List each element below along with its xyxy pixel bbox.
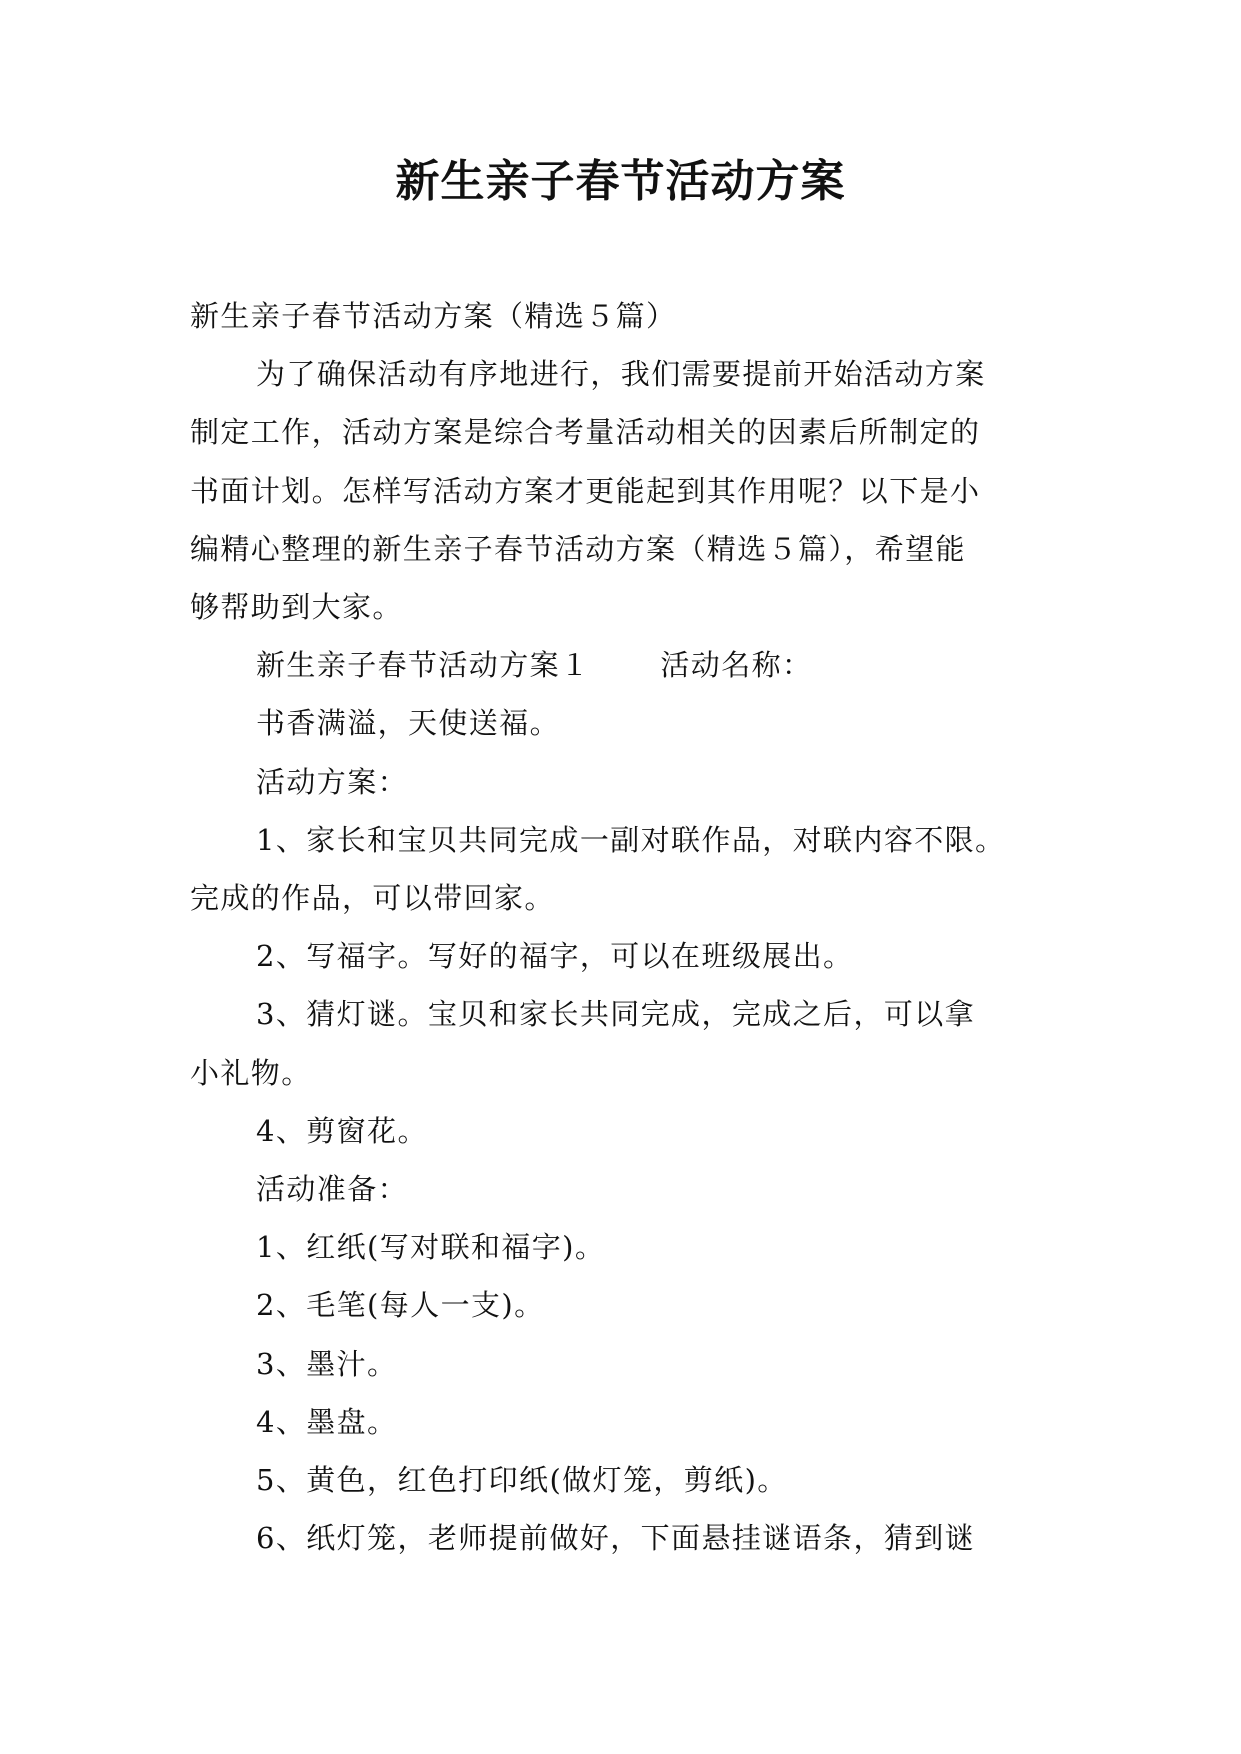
prep-item: 3、墨汁。 — [256, 1346, 398, 1381]
intro-line: 够帮助到大家。 — [190, 590, 403, 625]
prep-item: 1、红纸(写对联和福字)。 — [256, 1230, 606, 1265]
intro-line: 编精心整理的新生亲子春节活动方案（精选５篇），希望能 — [190, 531, 966, 566]
plan-item-line: 1、家长和宝贝共同完成一副对联作品，对联内容不限。 — [256, 822, 1006, 857]
plan-item-line: 完成的作品，可以带回家。 — [190, 881, 555, 916]
plan-item — [190, 927, 1070, 985]
intro-line: 为了确保活动有序地进行，我们需要提前开始活动方案 — [256, 357, 986, 392]
document-subtitle: 新生亲子春节活动方案（精选５篇） — [190, 299, 677, 333]
plan-label: 活动方案： — [256, 764, 409, 799]
prep-item: 2、毛笔(每人一支)。 — [256, 1288, 545, 1323]
intro-line: 制定工作，活动方案是综合考量活动相关的因素后所制定的 — [190, 415, 981, 450]
plan-item-line: 3、猜灯谜。宝贝和家长共同完成，完成之后，可以拿 — [256, 997, 976, 1032]
plan-item — [190, 1102, 1070, 1160]
document-body — [190, 287, 1070, 1567]
plan-item — [190, 985, 1070, 1101]
intro-line: 书面计划。怎样写活动方案才更能起到其作用呢？以下是小 — [190, 473, 981, 508]
prep-item: 6、纸灯笼，老师提前做好，下面悬挂谜语条，猜到谜 — [256, 1521, 976, 1556]
document-title: 新生亲子春节活动方案 — [395, 156, 846, 207]
prep-item: 4、墨盘。 — [256, 1404, 398, 1439]
plan-item-line: 4、剪窗花。 — [256, 1113, 428, 1148]
plan-item — [190, 811, 1070, 927]
activity-name-label: 活动名称： — [660, 648, 813, 683]
activity-name-value: 书香满溢，天使送福。 — [256, 706, 561, 741]
prep-label: 活动准备： — [256, 1172, 409, 1207]
intro-paragraph — [190, 345, 1070, 636]
prep-item: 5、黄色，红色打印纸(做灯笼，剪纸)。 — [256, 1463, 788, 1498]
section1-heading: 新生亲子春节活动方案１ — [256, 648, 591, 683]
plan-item-line: 2、写福字。写好的福字，可以在班级展出。 — [256, 939, 854, 974]
plan-item-line: 小礼物。 — [190, 1055, 312, 1090]
section-heading-line — [190, 636, 1070, 694]
